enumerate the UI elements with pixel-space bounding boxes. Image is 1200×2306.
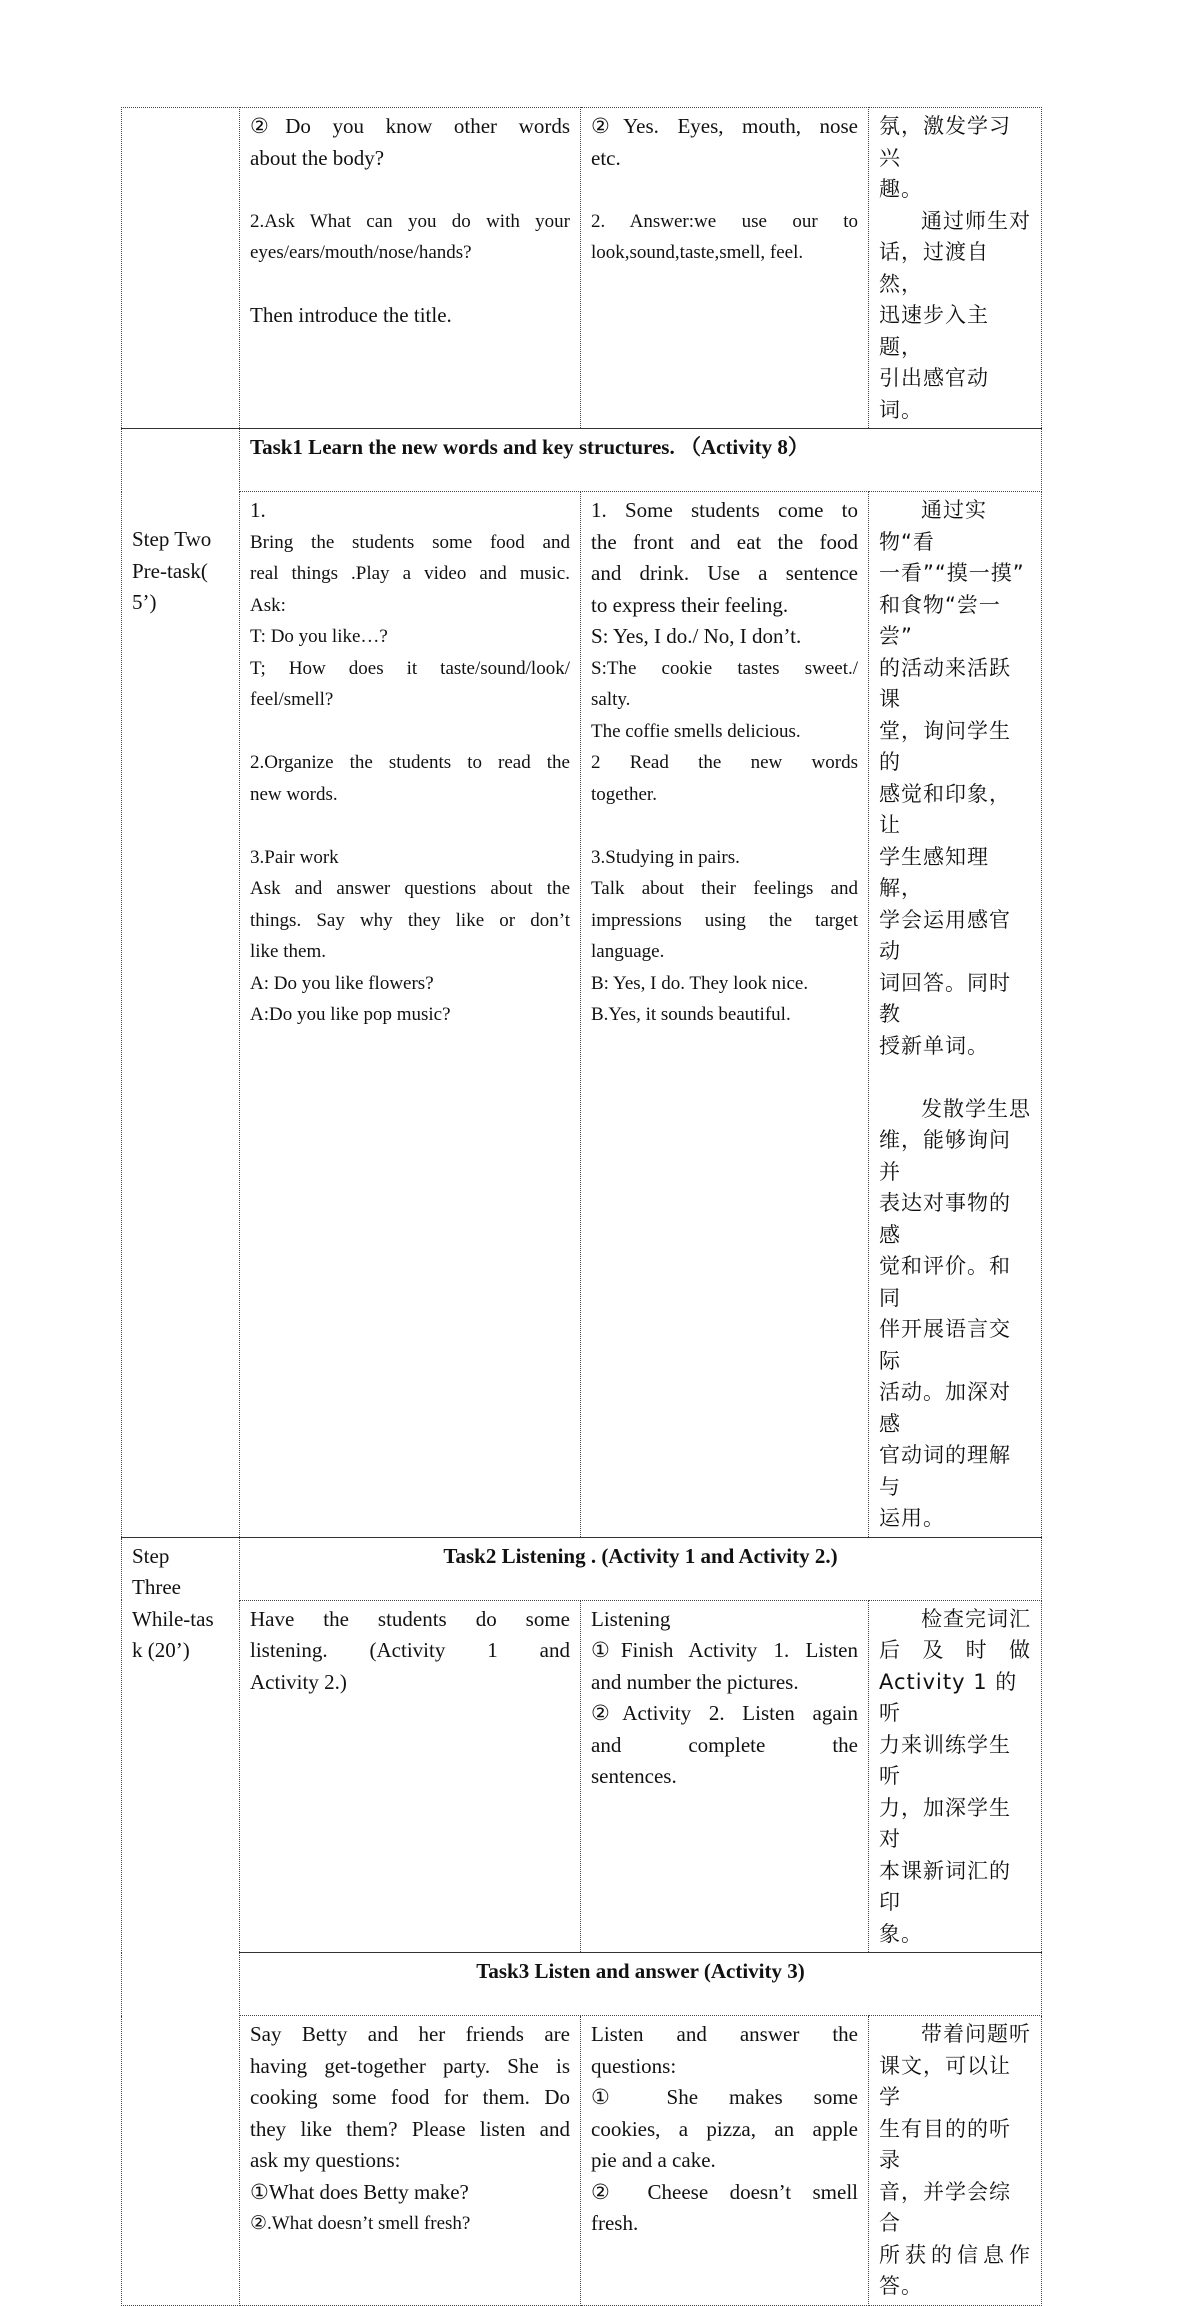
- text-line: and number the pictures.: [591, 1669, 799, 1694]
- text-line: salty.: [591, 689, 631, 710]
- text-line: 维，能够询问并: [879, 1128, 1011, 1184]
- text-line: 2.Organize the students to read the: [250, 752, 570, 773]
- text-line: language.: [591, 941, 665, 962]
- text-line: T; How does it taste/sound/look/: [250, 657, 570, 679]
- text-line: B: Yes, I do. They look nice.: [591, 972, 809, 994]
- step-three-label-cell: [122, 1537, 240, 2305]
- text-line: having get-together party. She is: [250, 2053, 570, 2078]
- text-line: S: Yes, I do./ No, I don’t.: [591, 624, 802, 648]
- text-line: 力来训练学生听: [879, 1732, 1011, 1788]
- text-line: Talk about their feelings and: [591, 878, 858, 899]
- student-activity-cell: [581, 2016, 869, 2306]
- text-line: ②Yes. Eyes, mouth, nose: [591, 114, 858, 138]
- text-line: [591, 174, 858, 206]
- text-line: 学会运用感官动: [879, 907, 1011, 963]
- text-line: sentences.: [591, 1764, 677, 1788]
- text-line: 检查完词汇: [921, 1606, 1031, 1631]
- task2-body-row: [122, 1600, 1042, 1953]
- text-line: 力，加深学生对: [879, 1795, 1011, 1851]
- text-line: Listening: [591, 1606, 671, 1631]
- step-label-line: k (20’): [132, 1638, 190, 1662]
- purpose-cell: [869, 2016, 1042, 2306]
- text-line: T: Do you like…?: [250, 626, 388, 647]
- text-line: 运用。: [879, 1506, 945, 1530]
- text-line: the front and eat the food: [591, 529, 858, 554]
- task3-title: Task3 Listen and answer (Activity 3): [240, 1953, 1042, 2016]
- text-line: look,sound,taste,smell, feel.: [591, 242, 804, 263]
- text-line: 2. Answer:we use our to: [591, 210, 858, 232]
- step-label-line: Step: [132, 1543, 170, 1568]
- text-line: like them.: [250, 941, 326, 962]
- text-line: 2 Read the new words: [591, 752, 858, 773]
- step-label-line: Step Two: [132, 527, 212, 551]
- task3-body-row: [122, 2016, 1042, 2306]
- lesson-plan-table: [121, 107, 1042, 2306]
- text-line: 答。: [879, 2274, 923, 2298]
- text-line: A:Do you like pop music?: [250, 1004, 451, 1025]
- text-line: 3.Pair work: [250, 846, 339, 868]
- purpose-cell: [869, 1600, 1042, 1953]
- text-line: 所获的信息作: [879, 2242, 1031, 2267]
- text-line: [250, 174, 570, 206]
- text-line: [591, 810, 858, 842]
- text-line: and complete the: [591, 1732, 858, 1757]
- text-line: they like them? Please listen and: [250, 2116, 570, 2141]
- text-line: ① She makes some: [591, 2085, 858, 2109]
- teacher-activity-cell: [240, 2016, 581, 2306]
- text-line: 堂，询问学生的: [879, 718, 1011, 774]
- step-cell-empty: [122, 108, 240, 429]
- purpose-cell: [869, 492, 1042, 1538]
- text-line: etc.: [591, 145, 621, 170]
- text-line: ask my questions:: [250, 2148, 401, 2172]
- step-two-label-cell: [122, 429, 240, 1538]
- text-line: and drink. Use a sentence: [591, 561, 858, 585]
- text-line: 迅速步入主题，: [879, 303, 989, 359]
- text-line: B.Yes, it sounds beautiful.: [591, 1004, 791, 1025]
- text-line: 伴开展语言交际: [879, 1317, 1011, 1373]
- task3-heading-row: [122, 1953, 1042, 2016]
- text-line: ② Cheese doesn’t smell: [591, 2179, 858, 2204]
- step-label-line: Pre-task(: [132, 558, 208, 583]
- text-line: to express their feeling.: [591, 592, 789, 617]
- text-line: things. Say why they like or don’t: [250, 909, 570, 931]
- purpose-cell: [869, 108, 1042, 429]
- teacher-activity-cell: [240, 492, 581, 1538]
- text-line: 活动。加深对感: [879, 1380, 1011, 1436]
- text-line: 音，并学会综合: [879, 2179, 1011, 2235]
- text-line: [879, 1062, 1031, 1094]
- step-label-line: While-tas: [132, 1606, 214, 1631]
- text-line: 发散学生思: [921, 1096, 1031, 1121]
- text-line: [250, 810, 570, 842]
- student-activity-cell: [581, 108, 869, 429]
- text-line: Have the students do some: [250, 1606, 570, 1631]
- text-line: new words.: [250, 783, 338, 805]
- text-line: cookies, a pizza, an apple: [591, 2116, 858, 2141]
- text-line: 通过师生对: [921, 208, 1031, 233]
- text-line: cooking some food for them. Do: [250, 2085, 570, 2109]
- text-line: pie and a cake.: [591, 2148, 716, 2172]
- step-label-line: 5’): [132, 590, 157, 614]
- text-line: feel/smell?: [250, 689, 334, 710]
- text-line: Listen and answer the: [591, 2022, 858, 2046]
- text-line: 授新单词。: [879, 1033, 989, 1058]
- text-line: 后 及 时 做: [879, 1638, 1031, 1662]
- text-line: real things .Play a video and music.: [250, 563, 570, 584]
- student-activity-cell: [581, 1600, 869, 1953]
- task1-title: Task1 Learn the new words and key structures. （Activity 8）: [240, 429, 1042, 492]
- text-line: 通过实物“看: [879, 498, 987, 554]
- text-line: questions:: [591, 2053, 677, 2078]
- text-line: Activity 2.): [250, 1669, 347, 1694]
- text-line: [250, 269, 570, 301]
- text-line: 1.: [250, 498, 266, 522]
- task2-heading-row: [122, 1537, 1042, 1600]
- text-line: 感觉和印象，让: [879, 781, 1011, 837]
- text-line: 生有目的的听录: [879, 2116, 1011, 2172]
- text-line: 的活动来活跃课: [879, 655, 1011, 711]
- student-activity-cell: [581, 492, 869, 1538]
- text-line: Bring the students some food and: [250, 531, 570, 553]
- text-line: ①What does Betty make?: [250, 2179, 469, 2204]
- text-line: 学生感知理解，: [879, 844, 989, 900]
- task2-title: Task2 Listening . (Activity 1 and Activity 2.): [240, 1537, 1042, 1600]
- text-line: 觉和评价。和同: [879, 1254, 1011, 1310]
- text-line: 一看”“摸一摸”: [879, 561, 1025, 585]
- text-line: fresh.: [591, 2211, 639, 2235]
- step-label-line: Three: [132, 1575, 181, 1599]
- text-line: Activity 1 的听: [879, 1669, 1018, 1725]
- text-line: 象。: [879, 1921, 923, 1946]
- task1-body-row: [122, 492, 1042, 1538]
- text-line: 话，过渡自然，: [879, 240, 989, 296]
- text-line: 和食物“尝一尝”: [879, 592, 1001, 648]
- text-line: 课文，可以让学: [879, 2053, 1011, 2109]
- text-line: The coffie smells delicious.: [591, 720, 801, 742]
- text-line: 趣。: [879, 177, 923, 201]
- text-line: S:The cookie tastes sweet./: [591, 657, 858, 679]
- text-line: 引出感官动词。: [879, 366, 989, 422]
- text-line: 本课新词汇的印: [879, 1858, 1011, 1914]
- text-line: ②.What doesn’t smell fresh?: [250, 2213, 471, 2234]
- text-line: 官动词的理解与: [879, 1443, 1011, 1499]
- text-line: together.: [591, 783, 657, 805]
- text-line: 表达对事物的感: [879, 1191, 1011, 1247]
- text-line: Then introduce the title.: [250, 303, 452, 327]
- text-line: Ask:: [250, 594, 286, 616]
- warmup-continuation-row: [122, 108, 1042, 429]
- text-line: ①Finish Activity 1. Listen: [591, 1638, 858, 1662]
- text-line: Ask and answer questions about the: [250, 878, 570, 899]
- text-line: 2.Ask What can you do with your: [250, 210, 570, 232]
- text-line: 带着问题听: [921, 2022, 1031, 2046]
- text-line: 词回答。同时教: [879, 970, 1011, 1026]
- text-line: ②Do you know other words: [250, 114, 570, 138]
- text-line: eyes/ears/mouth/nose/hands?: [250, 242, 472, 263]
- text-line: ②Activity 2. Listen again: [591, 1701, 858, 1725]
- text-line: impressions using the target: [591, 909, 858, 931]
- text-line: A: Do you like flowers?: [250, 972, 434, 994]
- text-line: 氛，激发学习兴: [879, 114, 1011, 170]
- teacher-activity-cell: [240, 108, 581, 429]
- task1-heading-row: [122, 429, 1042, 492]
- text-line: 3.Studying in pairs.: [591, 846, 740, 868]
- text-line: listening. (Activity 1 and: [250, 1638, 570, 1662]
- teacher-activity-cell: [240, 1600, 581, 1953]
- text-line: Say Betty and her friends are: [250, 2022, 570, 2046]
- text-line: about the body?: [250, 145, 385, 170]
- text-line: 1. Some students come to: [591, 498, 858, 522]
- text-line: [250, 716, 570, 748]
